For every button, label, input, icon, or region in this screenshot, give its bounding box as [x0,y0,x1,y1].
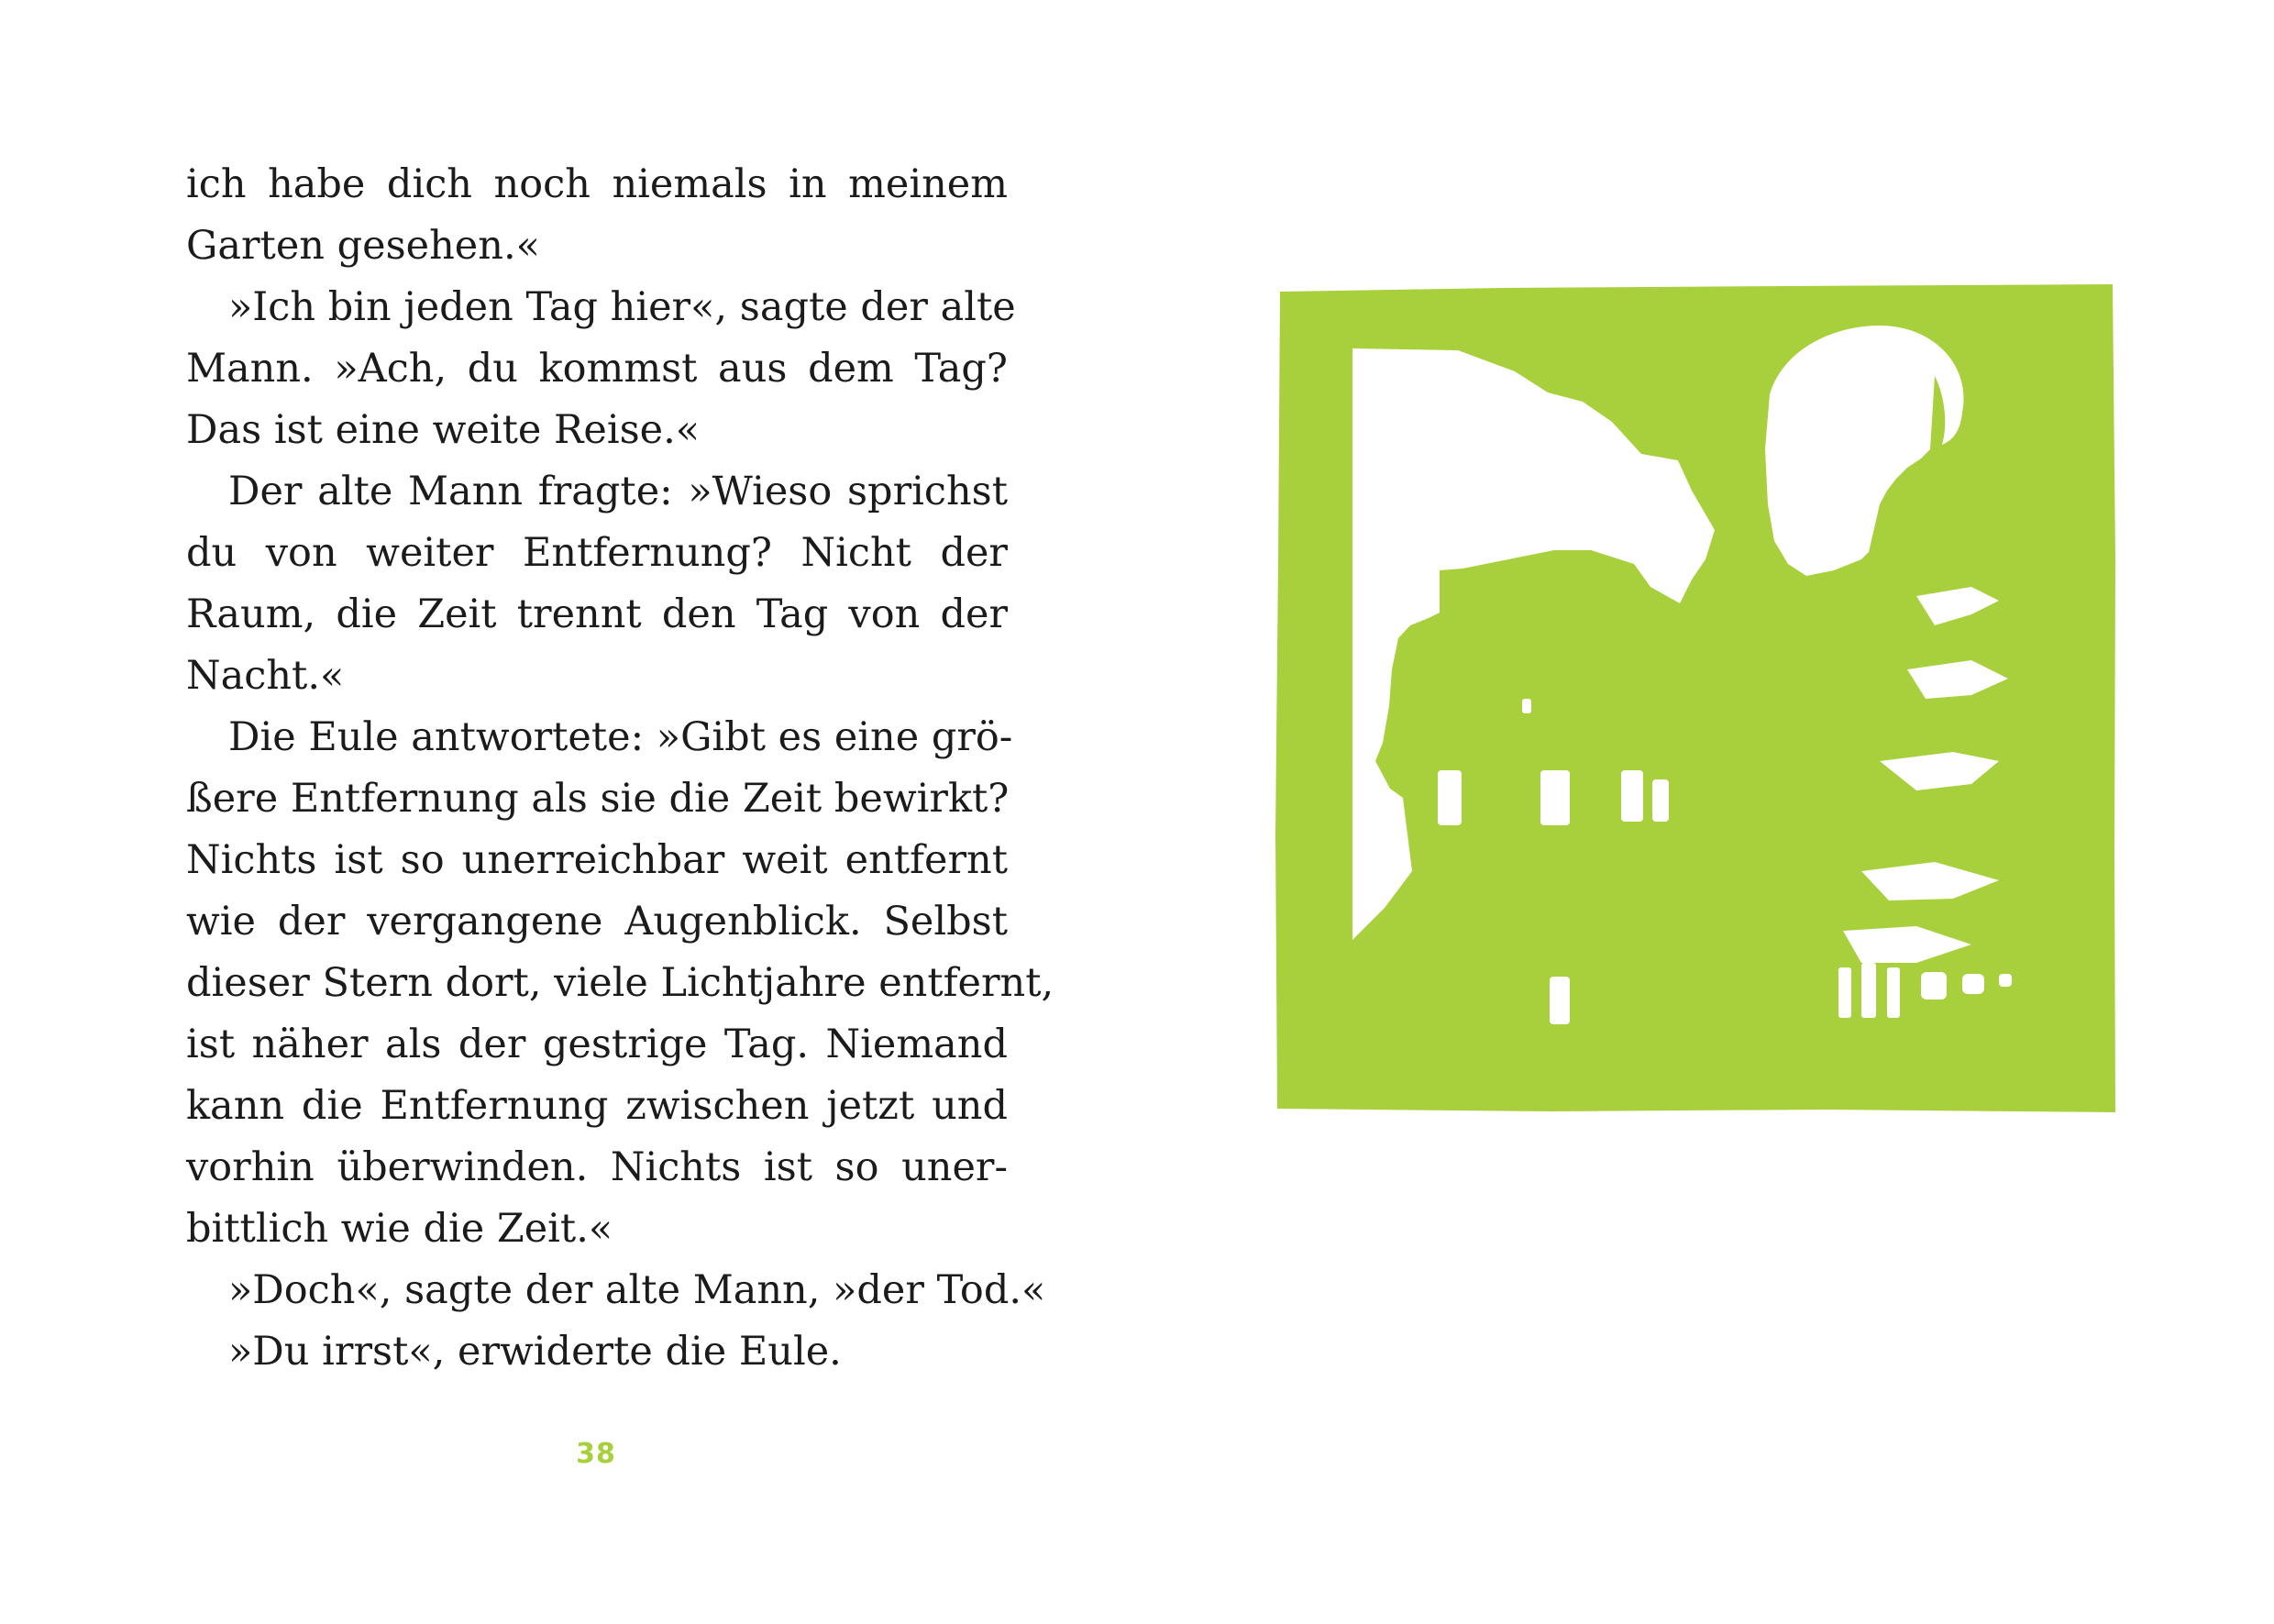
text-line: »Doch«, sagte der alte Mann, »der Tod.« [228,1267,1046,1313]
fence-gap [1887,967,1900,1018]
text-line: ist näher als der gestrige Tag. Niemand [186,1022,1008,1067]
text-line: Nichts ist so unerreichbar weit entfernt [186,837,1008,883]
text-line: vorhin überwinden. Nichts ist so uner- [186,1144,1008,1190]
text-line: Nacht.« [186,653,345,699]
fence-gap [1921,972,1947,1000]
text-line: Der alte Mann fragte: »Wieso sprichst [228,469,1008,514]
text-line: »Ich bin jeden Tag hier«, sagte der alte [228,284,1016,330]
window [1438,770,1462,825]
fence-gap [1999,974,2012,987]
text-line: ßere Entfernung als sie die Zeit bewirkt? [186,776,1010,822]
text-line: kann die Entfernung zwischen jetzt und [186,1083,1008,1129]
text-line: Das ist eine weite Reise.« [186,407,701,453]
text-line: ich habe dich noch niemals in meinem [186,161,1008,207]
text-line: »Du irrst«, erwiderte die Eule. [228,1329,842,1375]
window [1621,770,1643,822]
fence-gap [1962,974,1984,994]
window [1522,699,1531,713]
text-line: du von weiter Entfernung? Nicht der [186,530,1008,576]
text-line: Die Eule antwortete: »Gibt es eine grö- [228,714,1013,760]
window [1652,779,1669,822]
text-line: dieser Stern dort, viele Lichtjahre entfernt, [186,960,1054,1006]
page-number: 38 [576,1438,616,1470]
text-line: bittlich wie die Zeit.« [186,1206,613,1252]
text-line: Garten gesehen.« [186,223,540,269]
text-line: wie der vergangene Augenblick. Selbst [186,899,1008,945]
house-moon-illustration [1275,284,2116,1114]
text-line: Raum, die Zeit trennt den Tag von der [186,591,1008,637]
fence-gap [1861,963,1876,1018]
fence-gap [1838,967,1851,1018]
window [1550,977,1570,1024]
body-text [186,154,1054,1383]
window [1540,770,1570,825]
text-line: Mann. »Ach, du kommst aus dem Tag? [186,346,1008,392]
